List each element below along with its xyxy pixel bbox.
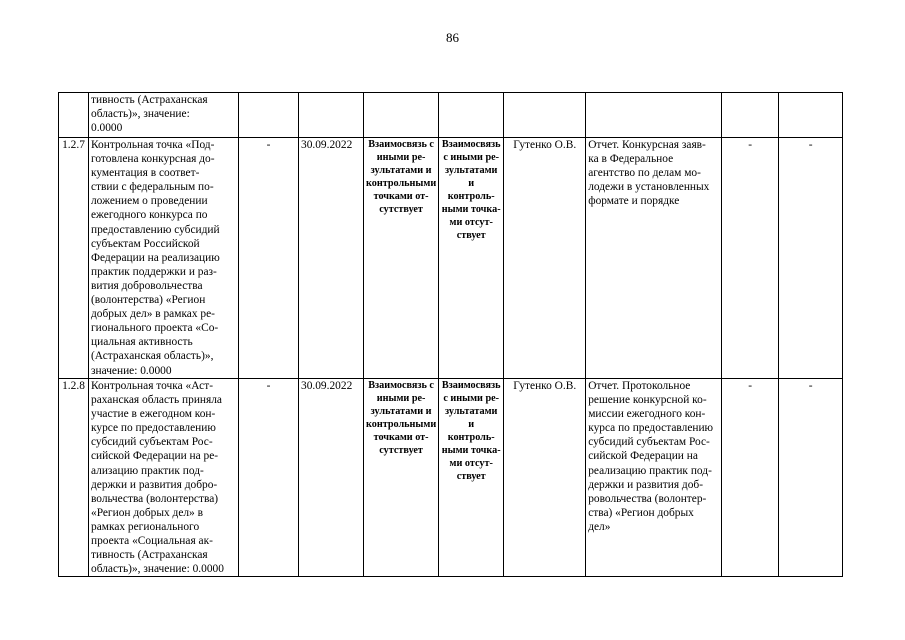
text-line: вития добровольчества <box>91 279 203 292</box>
text-line: Контрольная точка «Под- <box>91 139 215 151</box>
text-line: проекта «Социальная ак- <box>91 535 213 548</box>
text-line: сутствует <box>379 204 423 215</box>
cell-start: - <box>239 138 299 379</box>
cell-end: 30.09.2022 <box>299 138 364 379</box>
table-row-continued <box>59 93 843 138</box>
text-line: дел» <box>588 520 611 533</box>
cell-document <box>586 138 722 379</box>
cell-document <box>586 93 722 138</box>
text-line: контроль- <box>447 432 495 443</box>
text-line: участие в ежегодном кон- <box>91 408 216 421</box>
text-line: субсидий субъектам Рос- <box>91 436 213 449</box>
cell-responsible: Гутенко О.В. <box>504 138 586 379</box>
cell-info-system: - <box>779 138 843 379</box>
page-number: 86 <box>446 30 459 45</box>
cell-relation-next <box>439 379 504 577</box>
text-line: сутствует <box>379 445 423 456</box>
text-line: сийской Федерации на <box>588 450 698 463</box>
text-line: ложением о проведении <box>91 195 208 208</box>
cell-name <box>89 93 239 138</box>
cell-level <box>722 93 779 138</box>
text-line: Федерации на реализацию <box>91 251 220 264</box>
text-line: рамках регионального <box>91 520 200 533</box>
text-line: циальная активность <box>91 336 193 349</box>
text-line: точками от- <box>373 191 429 202</box>
text-line: контроль- <box>447 191 495 202</box>
cell-relation-prev <box>364 379 439 577</box>
text-line: ми отсут- <box>449 458 493 469</box>
text-line: тивность (Астраханская <box>91 549 208 562</box>
text-line: решение конкурсной ко- <box>588 394 707 407</box>
text-line: миссии ежегодного кон- <box>588 408 706 421</box>
text-line: реализацию практик под- <box>588 464 712 477</box>
text-line: Взаимосвязь <box>441 380 501 391</box>
text-line: тивность (Астраханская <box>91 94 208 106</box>
text-line: иными ре- <box>376 152 426 163</box>
text-line: с иными ре- <box>443 393 500 404</box>
cell-responsible: Гутенко О.В. <box>504 379 586 577</box>
text-line: Взаимосвязь с <box>368 139 434 150</box>
text-line: 0.0000 <box>91 122 123 135</box>
text-line: ствует <box>456 230 486 241</box>
cell-name <box>89 138 239 379</box>
cell-num: 1.2.7 <box>59 138 89 379</box>
text-line: область)», значение: 0.0000 <box>91 563 224 576</box>
cell-name <box>89 379 239 577</box>
text-line: агентство по делам мо- <box>588 167 701 180</box>
text-line: держки и развития доб- <box>588 478 704 491</box>
text-line: ализацию практик под- <box>91 464 204 477</box>
text-line: практик поддержки и раз- <box>91 265 217 278</box>
cell-info-system <box>779 93 843 138</box>
text-line: ровольчества (волонтер- <box>588 492 707 505</box>
text-line: кументация в соответ- <box>91 167 200 180</box>
text-line: иными ре- <box>376 393 426 404</box>
text-line: (волонтерства) «Регион <box>91 294 206 307</box>
text-line: гионального проекта «Со- <box>91 322 219 335</box>
text-line: формате и порядке <box>588 195 680 208</box>
cell-start: - <box>239 379 299 577</box>
text-line: вольчества (волонтерства) <box>91 492 219 505</box>
text-line: сийской Федерации на ре- <box>91 450 219 463</box>
text-line: контрольными <box>366 178 437 189</box>
text-line: ка в Федеральное <box>588 153 674 166</box>
text-line: Отчет. Конкурсная заяв- <box>588 139 706 151</box>
control-points-table <box>58 92 843 577</box>
text-line: курса по предоставлению <box>588 422 714 435</box>
cell-num <box>59 93 89 138</box>
text-line: ными точка- <box>441 445 501 456</box>
text-line: зультатами и <box>444 406 498 430</box>
text-line: предоставлению субсидий <box>91 223 220 236</box>
cell-end: 30.09.2022 <box>299 379 364 577</box>
table-row <box>59 138 843 379</box>
text-line: зультатами и <box>370 406 432 417</box>
text-line: «Регион добрых дел» в <box>91 506 203 519</box>
text-line: Взаимосвязь <box>441 139 501 150</box>
cell-responsible <box>504 93 586 138</box>
text-line: ми отсут- <box>449 217 493 228</box>
cell-relation-prev <box>364 138 439 379</box>
text-line: держки и развития добро- <box>91 478 218 491</box>
cell-relation-next <box>439 93 504 138</box>
table-row <box>59 379 843 577</box>
text-line: готовлена конкурсная до- <box>91 153 215 166</box>
text-line: ствии с федеральным по- <box>91 181 214 194</box>
text-line: курсе по предоставлению <box>91 422 216 435</box>
text-line: ства) «Регион добрых <box>588 506 694 519</box>
cell-info-system: - <box>779 379 843 577</box>
text-line: точками от- <box>373 432 429 443</box>
text-line: субъектам Российской <box>91 237 200 250</box>
cell-num: 1.2.8 <box>59 379 89 577</box>
text-line: зультатами и <box>370 165 432 176</box>
text-line: ными точка- <box>441 204 501 215</box>
text-line: область)», значение: <box>91 108 190 121</box>
cell-end <box>299 93 364 138</box>
text-line: (Астраханская область)», <box>91 350 214 363</box>
text-line: субсидий субъектам Рос- <box>588 436 710 449</box>
text-line: контрольными <box>366 419 437 430</box>
text-line: Контрольная точка «Аст- <box>91 380 213 392</box>
text-line: Отчет. Протокольное <box>588 380 691 392</box>
text-line: Взаимосвязь с <box>368 380 434 391</box>
text-line: ежегодного конкурса по <box>91 209 208 222</box>
text-line: лодежи в установленных <box>588 181 710 194</box>
cell-start <box>239 93 299 138</box>
text-line: значение: 0.0000 <box>91 364 172 377</box>
text-line: добрых дел» в рамках ре- <box>91 308 215 321</box>
cell-document <box>586 379 722 577</box>
cell-level: - <box>722 379 779 577</box>
text-line: раханская область приняла <box>91 394 222 407</box>
cell-level: - <box>722 138 779 379</box>
cell-relation-prev <box>364 93 439 138</box>
cell-relation-next <box>439 138 504 379</box>
text-line: с иными ре- <box>443 152 500 163</box>
text-line: зультатами и <box>444 165 498 189</box>
text-line: ствует <box>456 471 486 482</box>
